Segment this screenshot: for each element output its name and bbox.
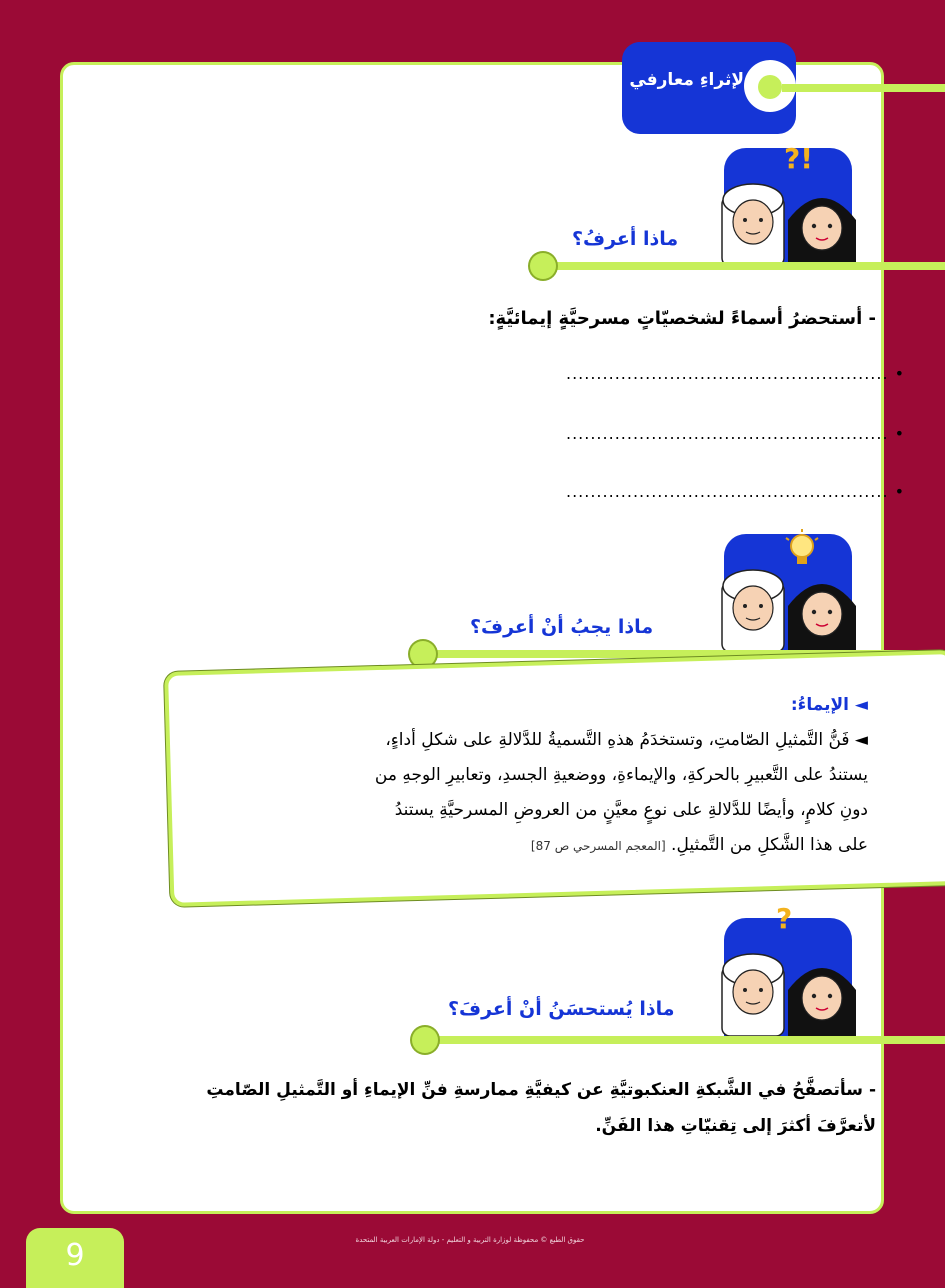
section1-prompt: - أستحضرُ أسماءً لشخصيّاتٍ مسرحيَّةٍ إيمائيَّةٍ: <box>488 308 876 329</box>
definition-text <box>198 688 868 864</box>
characters-illustration-2 <box>714 534 864 652</box>
blank-line-1[interactable]: ..................................................... • <box>566 364 906 383</box>
characters-illustration-3 <box>714 902 864 1036</box>
section3-dot <box>412 1027 438 1053</box>
definition-source: [المعجم المسرحي ص 87] <box>530 839 666 853</box>
page-number: 9 <box>26 1228 124 1288</box>
header-rule <box>782 84 945 92</box>
exclamation-question-icon: ?! <box>784 142 814 175</box>
section3-title: ماذا يُستحسَنُ أنْ أعرفَ؟ <box>448 998 675 1020</box>
definition-line-2: يستندُ على التَّعبيرِ بالحركةِ، والإيماءةِ، ووضعيةِ الجسدِ، وتعابيرِ الوجهِ من <box>374 765 868 785</box>
definition-line-3: دونِ كلامٍ، وأيضًا للدَّلالةِ على نوعٍ معيَّنٍ من العروضِ المسرحيَّةِ يستندُ <box>394 800 868 820</box>
lightbulb-icon <box>782 528 822 572</box>
question-icon: ? <box>776 902 793 935</box>
definition-line-4-row <box>198 828 868 864</box>
section1-title: ماذا أعرفُ؟ <box>572 228 679 250</box>
girl-character-icon <box>784 572 860 652</box>
section3-line-1: - سأتصفَّحُ في الشَّبكةِ العنكبوتيَّةِ عن كيفيَّةِ ممارسةِ فنِّ الإيماءِ أو التَّمثيلِ الصّامتِ <box>206 1080 876 1100</box>
section2-title: ماذا يجبُ أنْ أعرفَ؟ <box>470 616 654 638</box>
section2-dot <box>410 641 436 667</box>
girl-character-icon <box>784 956 860 1036</box>
copyright-notice: حقوق الطبع © محفوظة لوزارة التربية و التعليم - دولة الإمارات العربية المتحدة <box>355 1236 585 1244</box>
boy-character-icon <box>714 944 792 1036</box>
section3-line-2: لأتعرَّفَ أكثرَ إلى تِقنيّاتِ هذا الفَنِّ. <box>595 1116 876 1136</box>
section3-rule <box>426 1036 945 1044</box>
section1-dot <box>530 253 556 279</box>
definition-line-1: ◄ فَنُّ التَّمثيلِ الصّامتِ، وتستخدَمُ هذهِ التَّسميةُ للدَّلالةِ على شكلِ أداءٍ، <box>385 730 868 750</box>
blank-line-2[interactable]: ..................................................... • <box>566 424 906 443</box>
characters-illustration-1 <box>714 142 864 266</box>
girl-character-icon <box>784 186 860 266</box>
section3-text <box>86 1072 876 1144</box>
badge-label: لإثراءِ معارفي <box>629 70 744 90</box>
boy-character-icon <box>714 560 792 652</box>
definition-heading: ◄ الإيماءُ: <box>790 695 868 715</box>
blank-line-3[interactable]: ..................................................... • <box>566 482 906 501</box>
definition-line-4: على هذا الشَّكلِ من التَّمثيلِ. <box>671 835 868 855</box>
section1-rule <box>544 262 945 270</box>
badge-dot <box>758 75 782 99</box>
boy-character-icon <box>714 174 792 266</box>
